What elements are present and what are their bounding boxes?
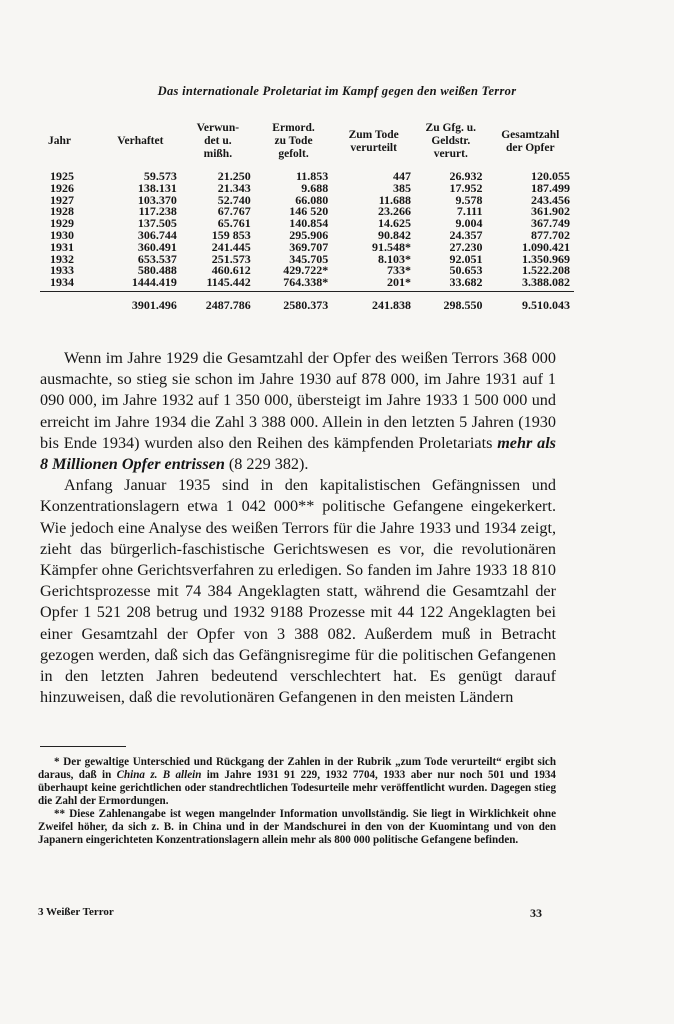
value-cell: 17.952 [449, 180, 483, 195]
totals-row [40, 291, 574, 311]
year-cell: 1927 [50, 192, 74, 207]
value-cell: 367.749 [531, 216, 570, 231]
total-cell: 9.510.043 [522, 297, 570, 312]
paragraph-1-end: (8 229 382). [224, 455, 309, 474]
footnote-1-text-a: * Der gewaltige Unterschied und Rückgang der Zahlen in der Rubrik „zum Tode verurteilt“ ergibt sich daraus, daß in [38, 756, 556, 781]
value-cell: 251.573 [211, 251, 251, 266]
value-cell: 460.612 [211, 263, 251, 278]
total-cell: 2487.786 [205, 297, 251, 312]
value-cell: 50.653 [449, 263, 483, 278]
value-cell: 9.004 [455, 216, 483, 231]
footnotes [38, 756, 556, 847]
footnote-divider [40, 746, 126, 747]
value-cell: 877.702 [531, 227, 570, 242]
value-cell: 369.707 [289, 239, 329, 254]
value-cell: 92.051 [449, 251, 483, 266]
value-cell: 8.103* [378, 251, 412, 266]
value-cell: 67.767 [217, 204, 251, 219]
value-cell: 201* [332, 277, 415, 291]
total-cell: 298.550 [443, 297, 483, 312]
year-cell: 1932 [50, 251, 74, 266]
year-cell: 1931 [50, 239, 74, 254]
paragraph-1-text: Wenn im Jahre 1929 die Gesamtzahl der Opfer des weißen Terrors 368 000 ausmachte, so stieg sie schon im Jahre 1930 auf 878 000, im Jahre 1931 auf 1 090 000, im Jahre 1932 auf 1 350 000, übersteigt im Jahre 1933 1 500 000 und erreicht im Jahre 1934 die Zahl 3 388 000. Allein in den letzten 5 Jahren (1930 bis Ende 1934) wurden also den Reihen des kämpfenden Proletariats [40, 349, 556, 452]
value-cell: 3.388.082 [487, 277, 574, 291]
footnote-1-text-b: im Jahre 1931 91 229, 1932 7704, 1933 aber nur noch 501 und 1934 überhaupt keine gerichtlichen oder standrechtlichen Todesurteile mehr veröffentlicht wurden. Dagegen stieg die Zahl der Ermordungen. [38, 769, 556, 807]
value-cell: 243.456 [531, 192, 570, 207]
value-cell: 26.932 [449, 169, 483, 183]
value-cell: 187.499 [531, 180, 570, 195]
value-cell: 7.111 [456, 204, 483, 219]
year-cell: 1934 [40, 277, 100, 291]
paragraph-1-emphasis: mehr als 8 Millionen Opfer entrissen [40, 433, 556, 474]
value-cell: 580.488 [137, 263, 177, 278]
footnote-2: ** Diese Zahlenangabe ist wegen mangelnder Information unvollständig. Sie liegt in Wirklichkeit ohne Zweifel höher, da sich z. B. in China und in der Mandschurei in den von der Kuomintang und von den Japanern eingerichteten Konzentrationslagern allein mehr als 800 000 politische Gefangene befinden. [38, 808, 556, 846]
value-cell: 65.761 [217, 216, 251, 231]
value-cell: 91.548* [372, 239, 412, 254]
col-header-verwundet: Verwun- det u. mißh. [196, 122, 240, 160]
value-cell: 1444.419 [100, 277, 181, 291]
year-cell: 1930 [50, 227, 74, 242]
value-cell: 1.090.421 [522, 239, 570, 254]
total-cell [40, 291, 100, 311]
value-cell: 385 [393, 180, 412, 195]
value-cell: 137.505 [137, 216, 177, 231]
value-cell: 9.688 [301, 180, 329, 195]
value-cell: 21.343 [217, 180, 251, 195]
value-cell: 146 520 [289, 204, 329, 219]
value-cell: 360.491 [137, 239, 177, 254]
value-cell: 59.573 [143, 169, 177, 183]
value-cell: 1.522.208 [522, 263, 570, 278]
col-header-zum-tode: Zum Tode verurteilt [348, 128, 399, 154]
value-cell: 27.230 [449, 239, 483, 254]
value-cell: 295.906 [289, 227, 329, 242]
value-cell: 21.250 [217, 169, 251, 183]
col-header-verhaftet: Verhaftet [117, 135, 164, 147]
page-number: 33 [530, 906, 542, 920]
value-cell: 117.238 [138, 204, 177, 219]
running-header: Das internationale Proletariat im Kampf gegen den weißen Terror [157, 84, 517, 98]
value-cell: 447 [393, 169, 412, 183]
value-cell: 11.688 [378, 192, 412, 207]
col-header-geldstrafe: Zu Gfg. u. Geldstr. verurt. [425, 122, 477, 160]
value-cell: 140.854 [289, 216, 329, 231]
value-cell: 1145.442 [181, 277, 255, 291]
footnote-1-italic: China z. B allein [116, 769, 202, 781]
value-cell: 52.740 [217, 192, 251, 207]
year-cell: 1926 [50, 180, 74, 195]
value-cell: 14.625 [378, 216, 412, 231]
value-cell: 1.350.969 [522, 251, 570, 266]
col-header-gesamtzahl: Gesamtzahl der Opfer [501, 128, 560, 154]
body-text [40, 348, 556, 708]
total-cell: 241.838 [372, 297, 412, 312]
year-cell: 1928 [50, 204, 74, 219]
table-row [40, 277, 574, 291]
total-cell: 2580.373 [283, 297, 329, 312]
value-cell: 120.055 [531, 169, 570, 183]
value-cell: 764.338* [255, 277, 333, 291]
year-cell: 1933 [50, 263, 74, 278]
value-cell: 11.853 [295, 169, 329, 183]
value-cell: 345.705 [289, 251, 329, 266]
value-cell: 361.902 [531, 204, 570, 219]
value-cell: 33.682 [415, 277, 487, 291]
terror-statistics-table [40, 122, 574, 312]
col-header-ermordet: Ermord. zu Tode gefolt. [272, 122, 315, 160]
year-cell: 1929 [50, 216, 74, 231]
year-cell: 1925 [50, 169, 74, 183]
value-cell: 103.370 [137, 192, 177, 207]
value-cell: 138.131 [137, 180, 177, 195]
value-cell: 241.445 [211, 239, 251, 254]
value-cell: 306.744 [137, 227, 177, 242]
value-cell: 66.080 [295, 192, 329, 207]
value-cell: 9.578 [455, 192, 483, 207]
value-cell: 429.722* [283, 263, 329, 278]
value-cell: 24.357 [449, 227, 483, 242]
paragraph-1 [40, 348, 556, 475]
value-cell: 653.537 [137, 251, 177, 266]
total-cell: 3901.496 [131, 297, 177, 312]
value-cell: 90.842 [378, 227, 412, 242]
table-body [40, 171, 574, 312]
footer-signature: 3 Weißer Terror [38, 906, 114, 918]
table-header-row [40, 122, 574, 171]
value-cell: 159 853 [211, 227, 251, 242]
paragraph-2: Anfang Januar 1935 sind in den kapitalistischen Gefängnissen und Konzentrationslagern etwa 1 042 000** politische Gefangene eingekerkert. Wie jedoch eine Analyse des weißen Terrors für die Jahre 1933 und 1934 zeigt, zieht das bürgerlich-faschistische Gerichtswesen es vor, die revolutionären Kämpfer ohne Gerichtsverfahren zu erledigen. So fanden im Jahre 1933 18 810 Gerichtsprozesse mit 74 384 Angeklagten statt, während die Gesamtzahl der Opfer 1 521 208 betrug und 1932 9188 Prozesse mit 44 122 Angeklagten bei einer Gesamtzahl der Opfer von 3 388 082. Außerdem muß in Betracht gezogen werden, daß sich das Gefängnisregime für die politischen Gefangenen in den letzten Jahren bedeutend verschlechtert hat. Es genügt darauf hinzuweisen, daß die revolutionären Gefangenen in den meisten Ländern [40, 476, 556, 707]
col-header-jahr: Jahr [48, 135, 71, 147]
value-cell: 23.266 [378, 204, 412, 219]
value-cell: 733* [387, 263, 412, 278]
footnote-1 [38, 756, 556, 808]
